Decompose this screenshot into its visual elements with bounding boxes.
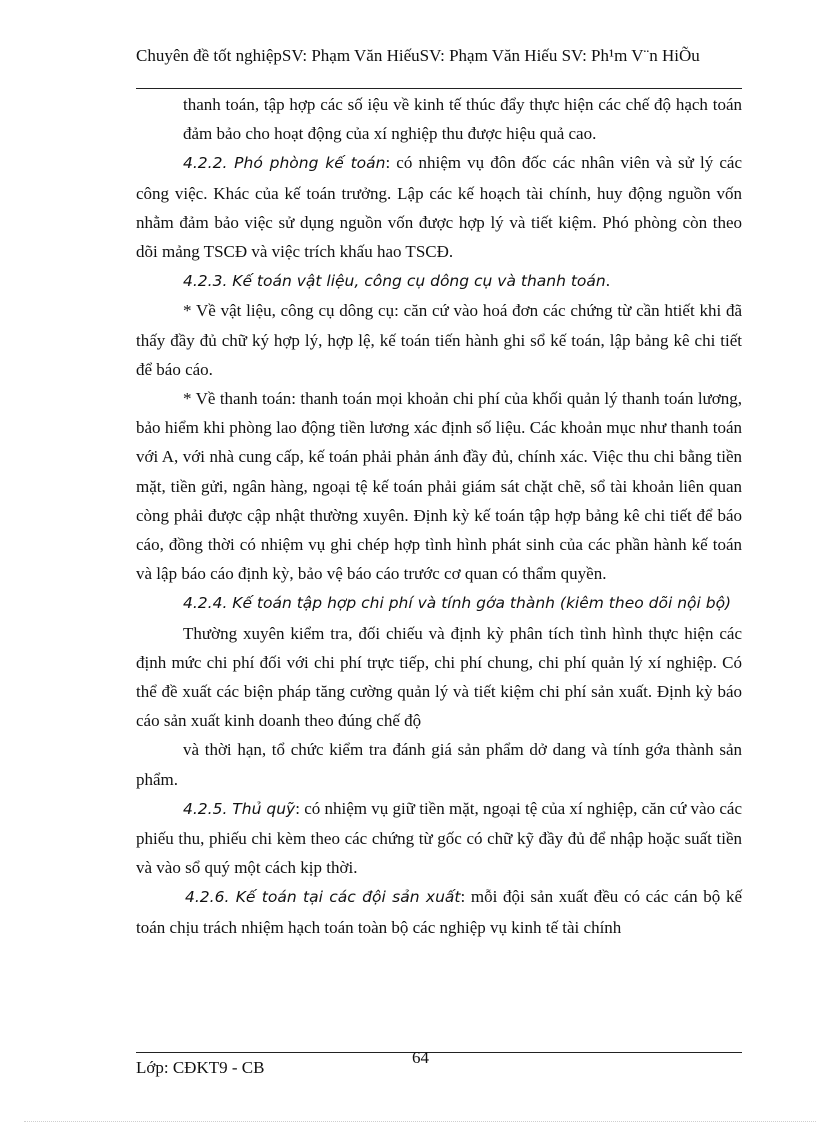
paragraph-thanh-toan: * Về thanh toán: thanh toán mọi khoản chi phí của khối quản lý thanh toán lương, bảo hiểm khi phòng lao động tiền lương xác định số liệu. Các khoản mục như thanh toán với A, với nhà cung cấp, kế toán phải phản ánh đầy đủ, chính xác. Việc thu chi bằng tiền mặt, tiền gửi, ngân hàng, ngoại tệ kế toán phải giám sát chặt chẽ, sổ tài khoản liên quan còng phải được cập nhật thường xuyên. Định kỳ kế toán tập hợp bảng kê chi tiết để báo cáo, đồng thời có nhiệm vụ ghi chép hợp tình hình phát sinh của các phần hành kế toán và lập báo cáo định kỳ, bảo vệ báo cáo trước cơ quan có thẩm quyền. [136,389,742,584]
section-4-2-3 [136,266,742,296]
section-4-2-4-title: 4.2.4. Kế toán tập hợp chi phí và tính gớa thành (kiêm theo dõi nội bộ) [183,594,732,613]
section-4-2-5-text: : có nhiệm vụ giữ tiền mặt, ngoại tệ của xí nghiệp, căn cứ vào các phiếu thu, phiếu chi kèm theo các chứng từ gốc có chữ kỹ đầy đủ để nhập hoặc suất tiền và vào sổ quý một cách kịp thời. [136,798,742,878]
footer-divider [136,1052,742,1053]
document-body [136,90,742,942]
section-4-2-2-title: 4.2.2. Phó phòng kế toán [183,154,386,173]
paragraph-thoi-han: và thời hạn, tổ chức kiểm tra đánh giá sản phẩm dở dang và tính gớa thành sản phẩm. [136,740,742,789]
section-4-2-2-text: : có nhiệm vụ đôn đốc các nhân viên và sử lý các công việc. Khác của kế toán trưởng. Lập các kế hoạch tài chính, huy động nguồn vốn nhằm đảm bảo việc sử dụng nguồn vốn được hợp lý và tiết kiệm. Phó phòng còn theo dõi mảng TSCĐ và việc trích khấu hao TSCĐ. [136,153,742,262]
section-4-2-3-end: . [605,271,610,291]
paragraph-continuation: thanh toán, tập hợp các số iệu về kinh tế thúc đẩy thực hiện các chế độ hạch toán đảm bảo cho hoạt động của xí nghiệp thu được hiệu quả cao. [183,95,742,144]
paragraph-thuong-xuyen: Thường xuyên kiểm tra, đối chiếu và định kỳ phân tích tình hình thực hiện các định mức chi phí đối với chi phí trực tiếp, chi phí chung, chi phí quản lý xí nghiệp. Có thể đề xuất các biện pháp tăng cường quản lý và tiết kiệm chi phí sản xuất. Định kỳ báo cáo sản xuất kinh doanh theo đúng chế độ [136,623,742,731]
section-4-2-6-text: : mỗi đội sản xuất đều có các cán bộ kế toán chịu trách nhiệm hạch toán toàn bộ các nghiệp vụ kinh tế tài chính [136,887,742,937]
page-header: Chuyên đề tốt nghiệpSV: Phạm Văn HiếuSV: Phạm Văn Hiếu SV: Ph¹m V¨n HiÕu [136,46,700,65]
section-4-2-3-title: 4.2.3. Kế toán vật liệu, công cụ dông cụ và thanh toán [183,272,606,291]
header-divider [136,88,742,89]
section-4-2-2 [136,148,742,266]
section-4-2-5-title: 4.2.5. Thủ quỹ [183,799,296,818]
section-4-2-5 [136,794,742,883]
page-number: 64 [412,1048,429,1067]
paragraph-vat-lieu: * Về vật liệu, công cụ dông cụ: căn cứ vào hoá đơn các chứng từ cần htiết khi đã thấy đầy đủ chữ ký hợp lý, hợp lệ, kế toán tiến hành ghi sổ kế toán, lập bảng kê chi tiết để báo cáo. [136,301,742,379]
footer-class-label: Lớp: CĐKT9 - CB [136,1058,265,1077]
section-4-2-6 [136,882,742,941]
page-bottom-edge [24,1121,816,1122]
section-4-2-4 [136,588,742,618]
section-4-2-6-title: 4.2.6. Kế toán tại các đội sản xuất [185,888,461,907]
